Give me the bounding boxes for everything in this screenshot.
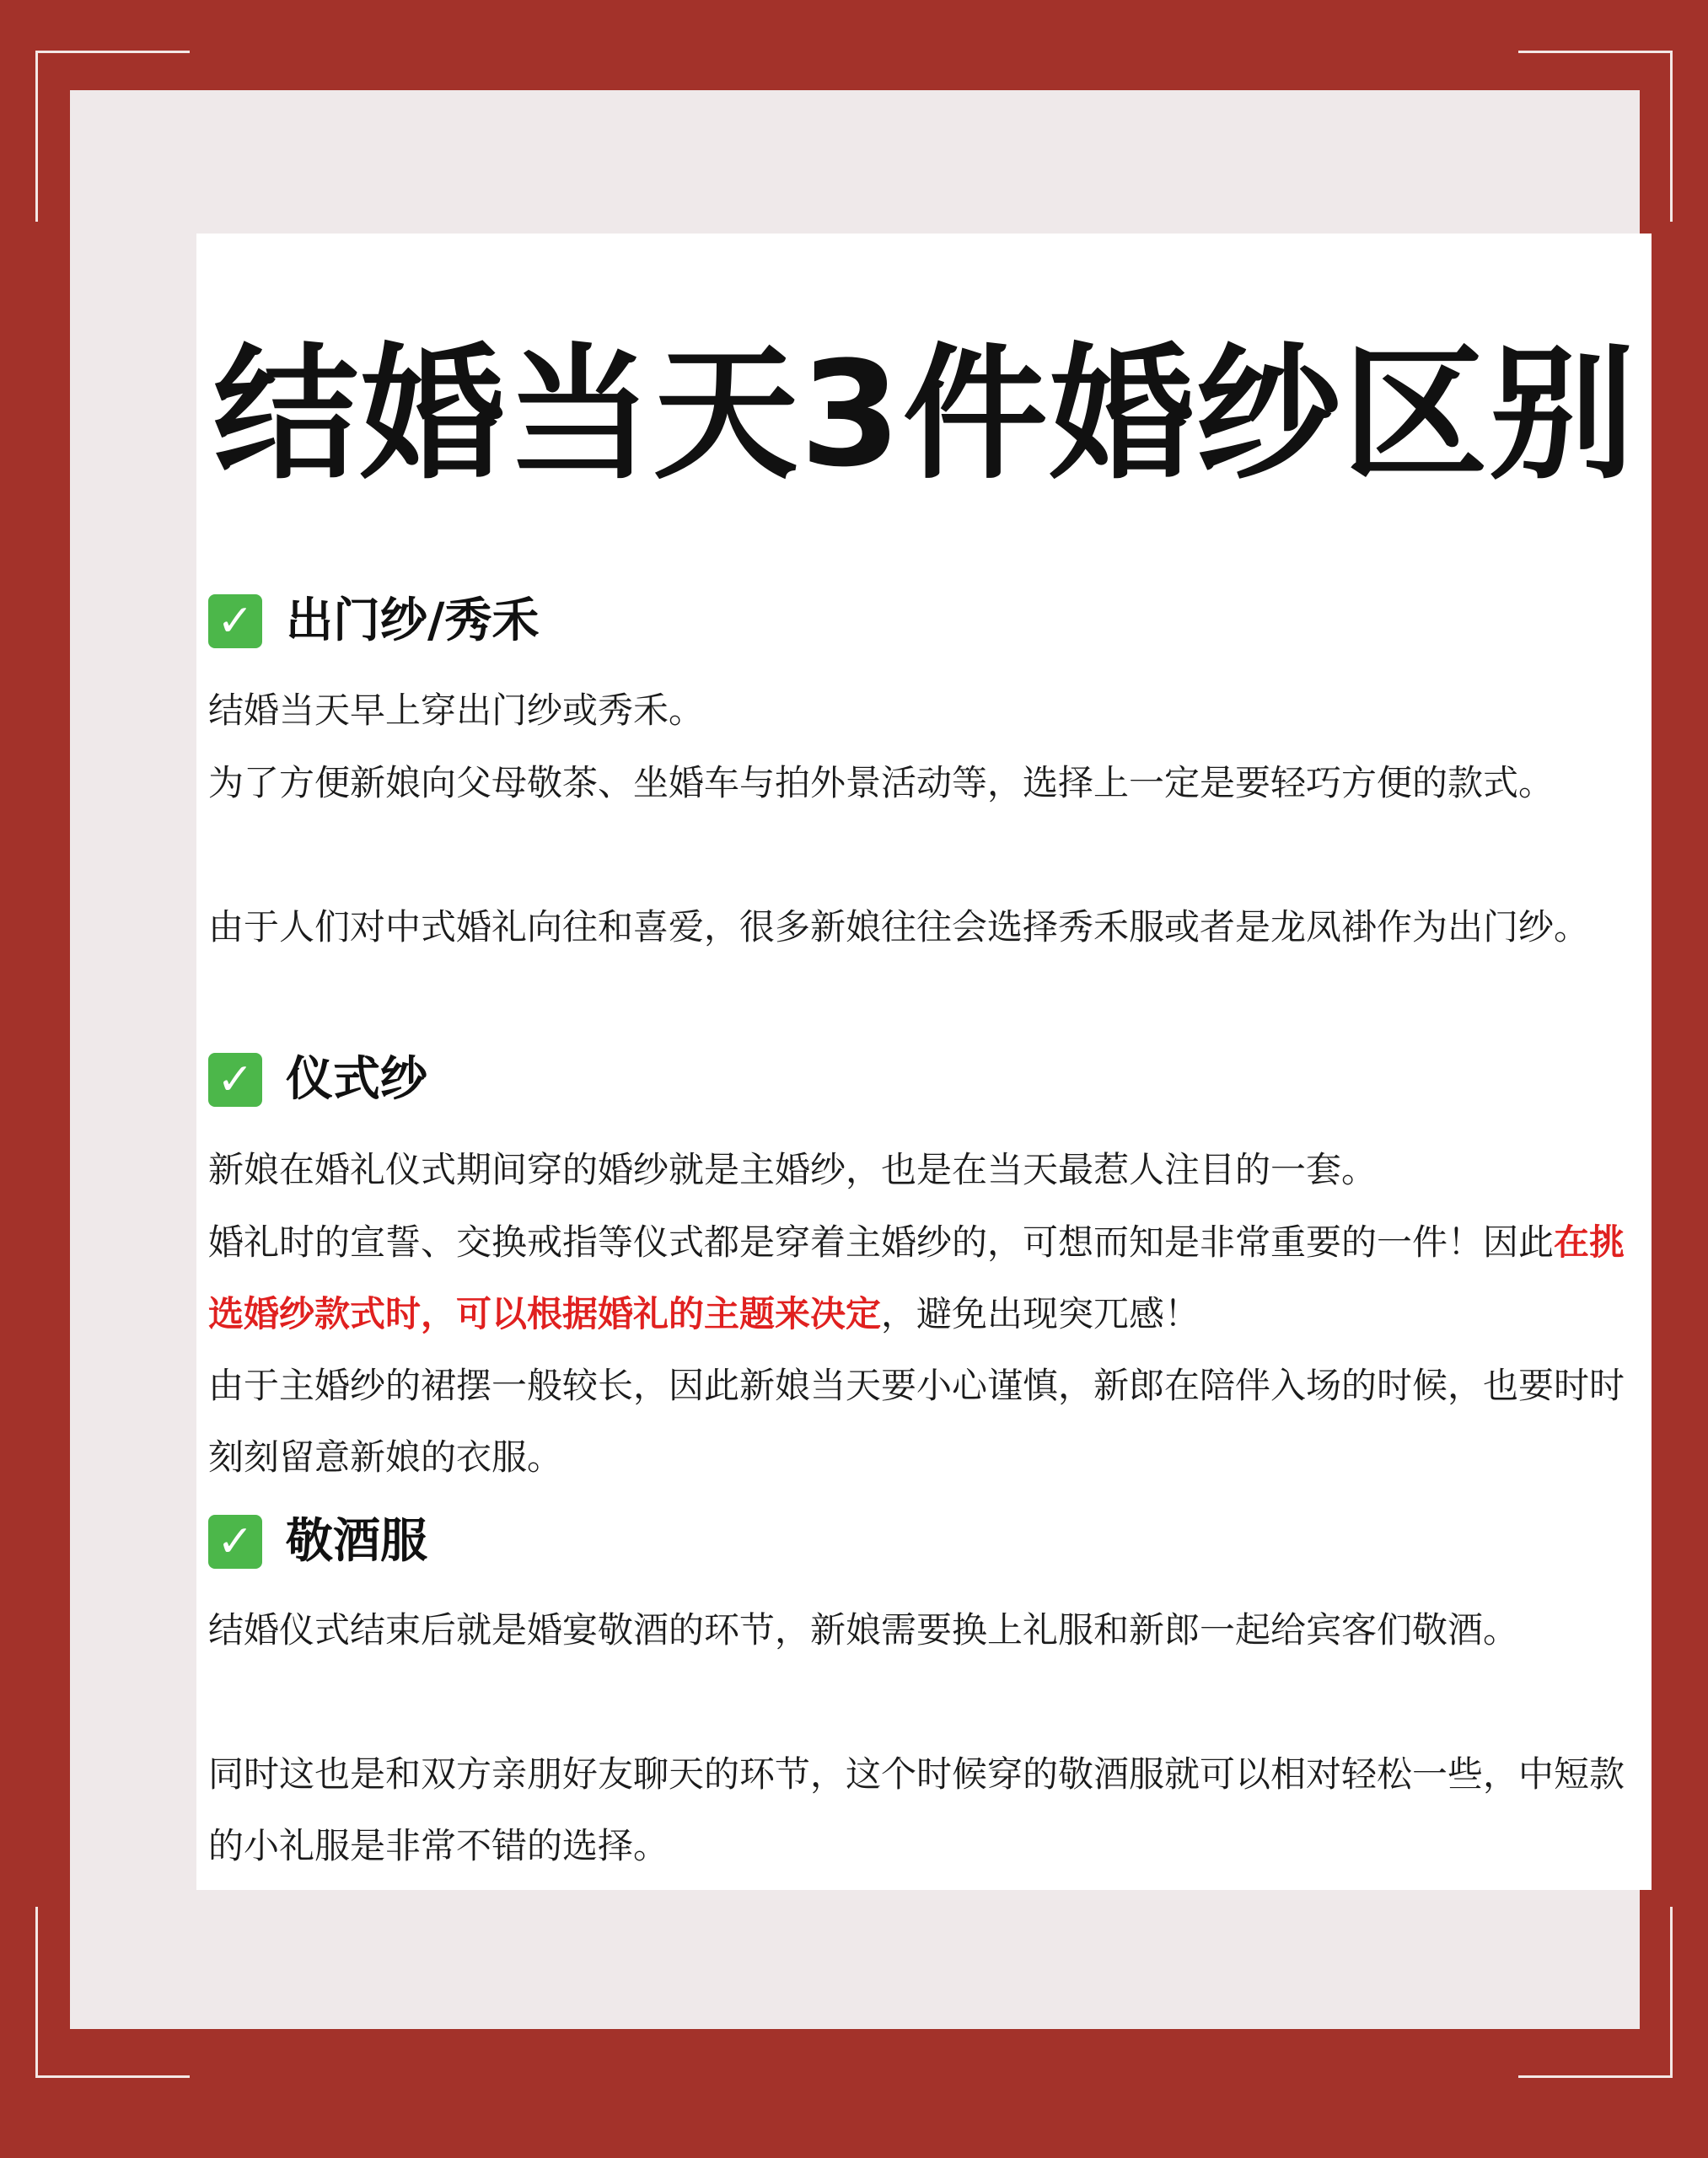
paragraph-1-3: 由于人们对中式婚礼向往和喜爱，很多新娘往往会选择秀禾服或者是龙凤褂作为出门纱。 (208, 906, 1590, 947)
paragraph-3-2: 同时这也是和双方亲朋好友聊天的环节，这个时候穿的敬酒服就可以相对轻松一些，中短款的小礼服是非常不错的选择。 (208, 1753, 1625, 1866)
paragraph-1-2: 为了方便新娘向父母敬茶、坐婚车与拍外景活动等，选择上一定是要轻巧方便的款式。 (208, 762, 1555, 803)
paragraph-1-1: 结婚当天早上穿出门纱或秀禾。 (208, 690, 705, 731)
paper-sheet (70, 90, 1640, 2029)
content-card (196, 234, 1652, 1890)
section-heading-3 (208, 1511, 427, 1572)
section-heading-2 (208, 1049, 427, 1110)
check-box-icon: ✓ (208, 1053, 262, 1107)
paragraph-2-2 (208, 1206, 1633, 1350)
paragraph-2-3: 由于主婚纱的裙摆一般较长，因此新娘当天要小心谨慎，新郎在陪伴入场的时候，也要时时刻刻留意新娘的衣服。 (208, 1365, 1625, 1478)
check-box-icon: ✓ (208, 1515, 262, 1569)
paragraph-2-2-before: 婚礼时的宣誓、交换戒指等仪式都是穿着主婚纱的，可想而知是非常重要的一件！因此 (208, 1221, 1555, 1263)
section-title-3: 敬酒服 (286, 1514, 427, 1569)
section-heading-1 (208, 591, 539, 652)
highlight-text: 在挑选婚纱款式时，可以根据婚礼的主题来决定 (208, 1221, 1625, 1334)
check-box-icon: ✓ (208, 594, 262, 648)
section-title-1: 出门纱/秀禾 (286, 593, 540, 648)
section-title-2: 仪式纱 (286, 1052, 427, 1107)
paragraph-2-2-after: ，避免出现突兀感！ (881, 1293, 1200, 1334)
page-title: 结婚当天3件婚纱区别 (213, 330, 1636, 499)
paragraph-3-1: 结婚仪式结束后就是婚宴敬酒的环节，新娘需要换上礼服和新郎一起给宾客们敬酒。 (208, 1609, 1519, 1651)
paragraph-2-1: 新娘在婚礼仪式期间穿的婚纱就是主婚纱，也是在当天最惹人注目的一套。 (208, 1149, 1378, 1190)
